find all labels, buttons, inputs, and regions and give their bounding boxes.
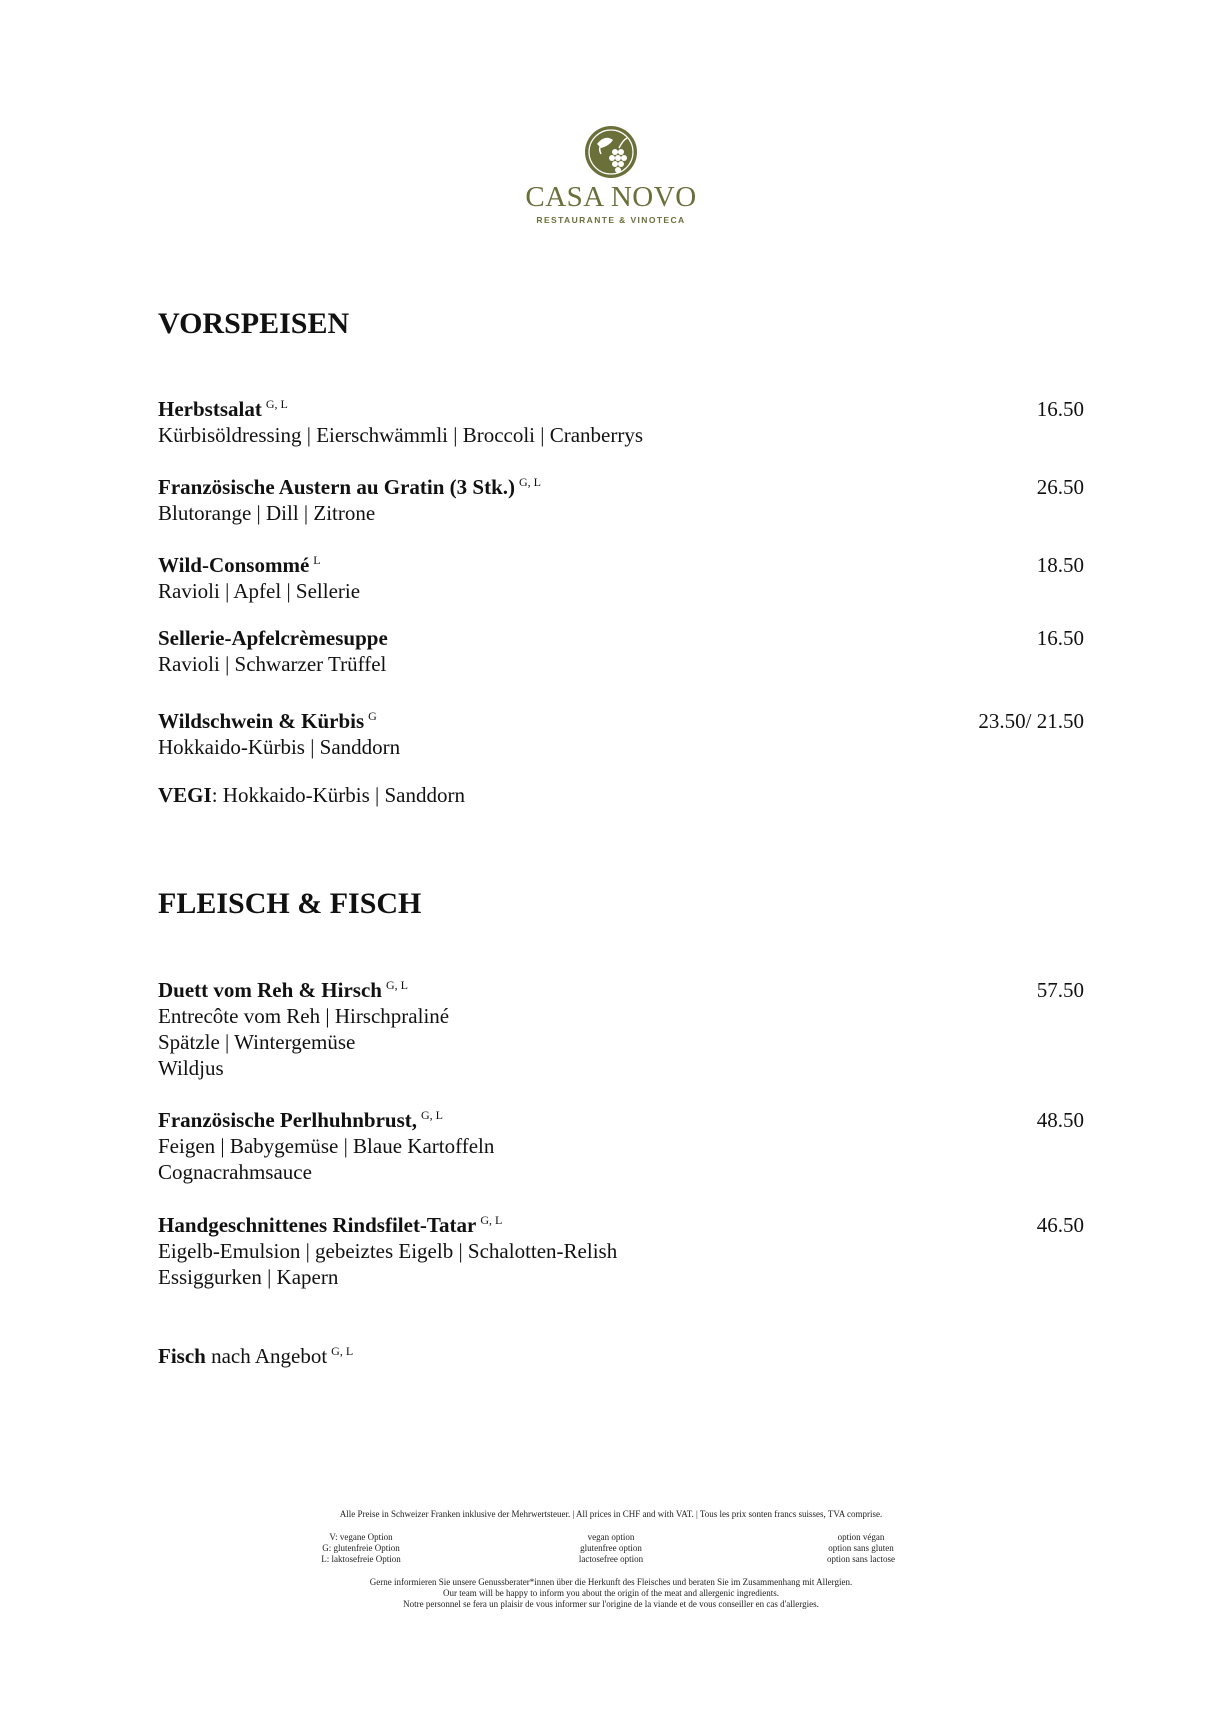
allergen-tags: G, L <box>519 475 541 489</box>
menu-item <box>158 972 1084 1081</box>
allergen-tags: G, L <box>480 1213 503 1227</box>
allergen-tags: G, L <box>265 397 288 411</box>
item-price: 48.50 <box>1036 1108 1084 1132</box>
menu-item <box>158 703 1084 760</box>
menu-item <box>158 547 1084 604</box>
allergen-tags: G <box>368 709 377 723</box>
item-price: 26.50 <box>1036 475 1084 499</box>
allergen-tags: G, L <box>385 978 408 992</box>
item-price: 16.50 <box>1036 626 1084 650</box>
vegi-text: : Hokkaido-Kürbis | Sanddorn <box>211 783 465 807</box>
item-name: Wildschwein & Kürbis <box>158 709 365 733</box>
legend-entry: G: glutenfreie Option <box>322 1543 400 1553</box>
item-description: Eigelb-Emulsion | gebeiztes Eigelb | Schalotten-Relish <box>158 1239 618 1263</box>
info-line: Notre personnel se fera un plaisir de vous informer sur l'origine de la viande et de vous conseiller en cas d'allergies. <box>403 1599 819 1609</box>
info-line: Our team will be happy to inform you about the origin of the meat and allergenic ingredients. <box>443 1588 779 1598</box>
item-price: 16.50 <box>1036 397 1084 421</box>
brand-name: CASA NOVO <box>525 181 697 213</box>
allergen-legend <box>0 1532 1222 1565</box>
menu-item <box>158 1207 1084 1290</box>
item-description: Essiggurken | Kapern <box>158 1265 339 1289</box>
item-description: Wildjus <box>158 1056 224 1080</box>
brand-subtitle: RESTAURANTE & VINOTECA <box>536 215 686 225</box>
legend-entry: option sans gluten <box>828 1543 894 1553</box>
legend-entry: L: laktosefreie Option <box>321 1554 401 1564</box>
item-price: 57.50 <box>1036 978 1084 1002</box>
item-description: Feigen | Babygemüse | Blaue Kartoffeln <box>158 1134 495 1158</box>
menu-item <box>158 469 1084 526</box>
allergy-info <box>0 1577 1222 1610</box>
allergen-tags: L <box>313 553 321 567</box>
item-price: 18.50 <box>1036 553 1084 577</box>
item-description: Ravioli | Apfel | Sellerie <box>158 579 361 603</box>
vegi-label: VEGI <box>158 783 212 807</box>
item-name: Duett vom Reh & Hirsch <box>158 978 382 1002</box>
allergen-tags: G, L <box>331 1344 354 1358</box>
item-name: Wild-Consommé <box>158 553 310 577</box>
legend-entry: lactosefree option <box>578 1554 644 1564</box>
item-price: 23.50/ 21.50 <box>978 709 1084 733</box>
item-name: Französische Austern au Gratin (3 Stk.) <box>158 475 515 499</box>
item-description: Hokkaido-Kürbis | Sanddorn <box>158 735 401 759</box>
legend-entry: option végan <box>837 1532 885 1542</box>
item-description: Ravioli | Schwarzer Trüffel <box>158 652 387 676</box>
menu-item <box>158 1102 1084 1185</box>
item-description: Blutorange | Dill | Zitrone <box>158 501 376 525</box>
fish-text: nach Angebot <box>205 1344 328 1368</box>
item-name: Herbstsalat <box>158 397 262 421</box>
legend-entry: option sans lactose <box>827 1554 895 1564</box>
legend-en <box>486 1532 736 1565</box>
item-description: Spätzle | Wintergemüse <box>158 1030 356 1054</box>
info-line: Gerne informieren Sie unsere Genussberater*innen über die Herkunft des Fleisches und beraten Sie im Zusammenhang mit Allergien. <box>369 1577 853 1587</box>
item-price: 46.50 <box>1036 1213 1084 1237</box>
item-description: Kürbisöldressing | Eierschwämmli | Broccoli | Cranberrys <box>158 423 644 447</box>
item-description: Entrecôte vom Reh | Hirschpraliné <box>158 1004 450 1028</box>
item-name: Französische Perlhuhnbrust, <box>158 1108 418 1132</box>
menu-item <box>158 391 1084 448</box>
legend-de <box>236 1532 486 1565</box>
section-title-mains: FLEISCH & FISCH <box>158 887 422 920</box>
legend-entry: vegan option <box>587 1532 635 1542</box>
allergen-tags: G, L <box>421 1108 444 1122</box>
legend-entry: glutenfree option <box>580 1543 642 1553</box>
item-description: Cognacrahmsauce <box>158 1160 312 1184</box>
brand-logo <box>0 124 1222 226</box>
price-notice: Alle Preise in Schweizer Franken inklusive der Mehrwertsteuer. | All prices in CHF and with VAT. | Tous les prix sonten francs suisses, TVA comprise. <box>339 1509 883 1519</box>
fish-note <box>158 1338 353 1369</box>
item-name: Handgeschnittenes Rindsfilet-Tatar <box>158 1213 477 1237</box>
vine-leaf-emblem-icon <box>583 124 639 180</box>
section-title-starters: VORSPEISEN <box>158 307 350 340</box>
menu-item <box>158 625 1084 677</box>
footer <box>0 1509 1222 1610</box>
item-name: Sellerie-Apfelcrèmesuppe <box>158 626 388 650</box>
legend-fr <box>736 1532 986 1565</box>
fish-label: Fisch <box>158 1344 206 1368</box>
legend-entry: V: vegane Option <box>329 1532 393 1542</box>
vegi-note <box>158 782 465 808</box>
